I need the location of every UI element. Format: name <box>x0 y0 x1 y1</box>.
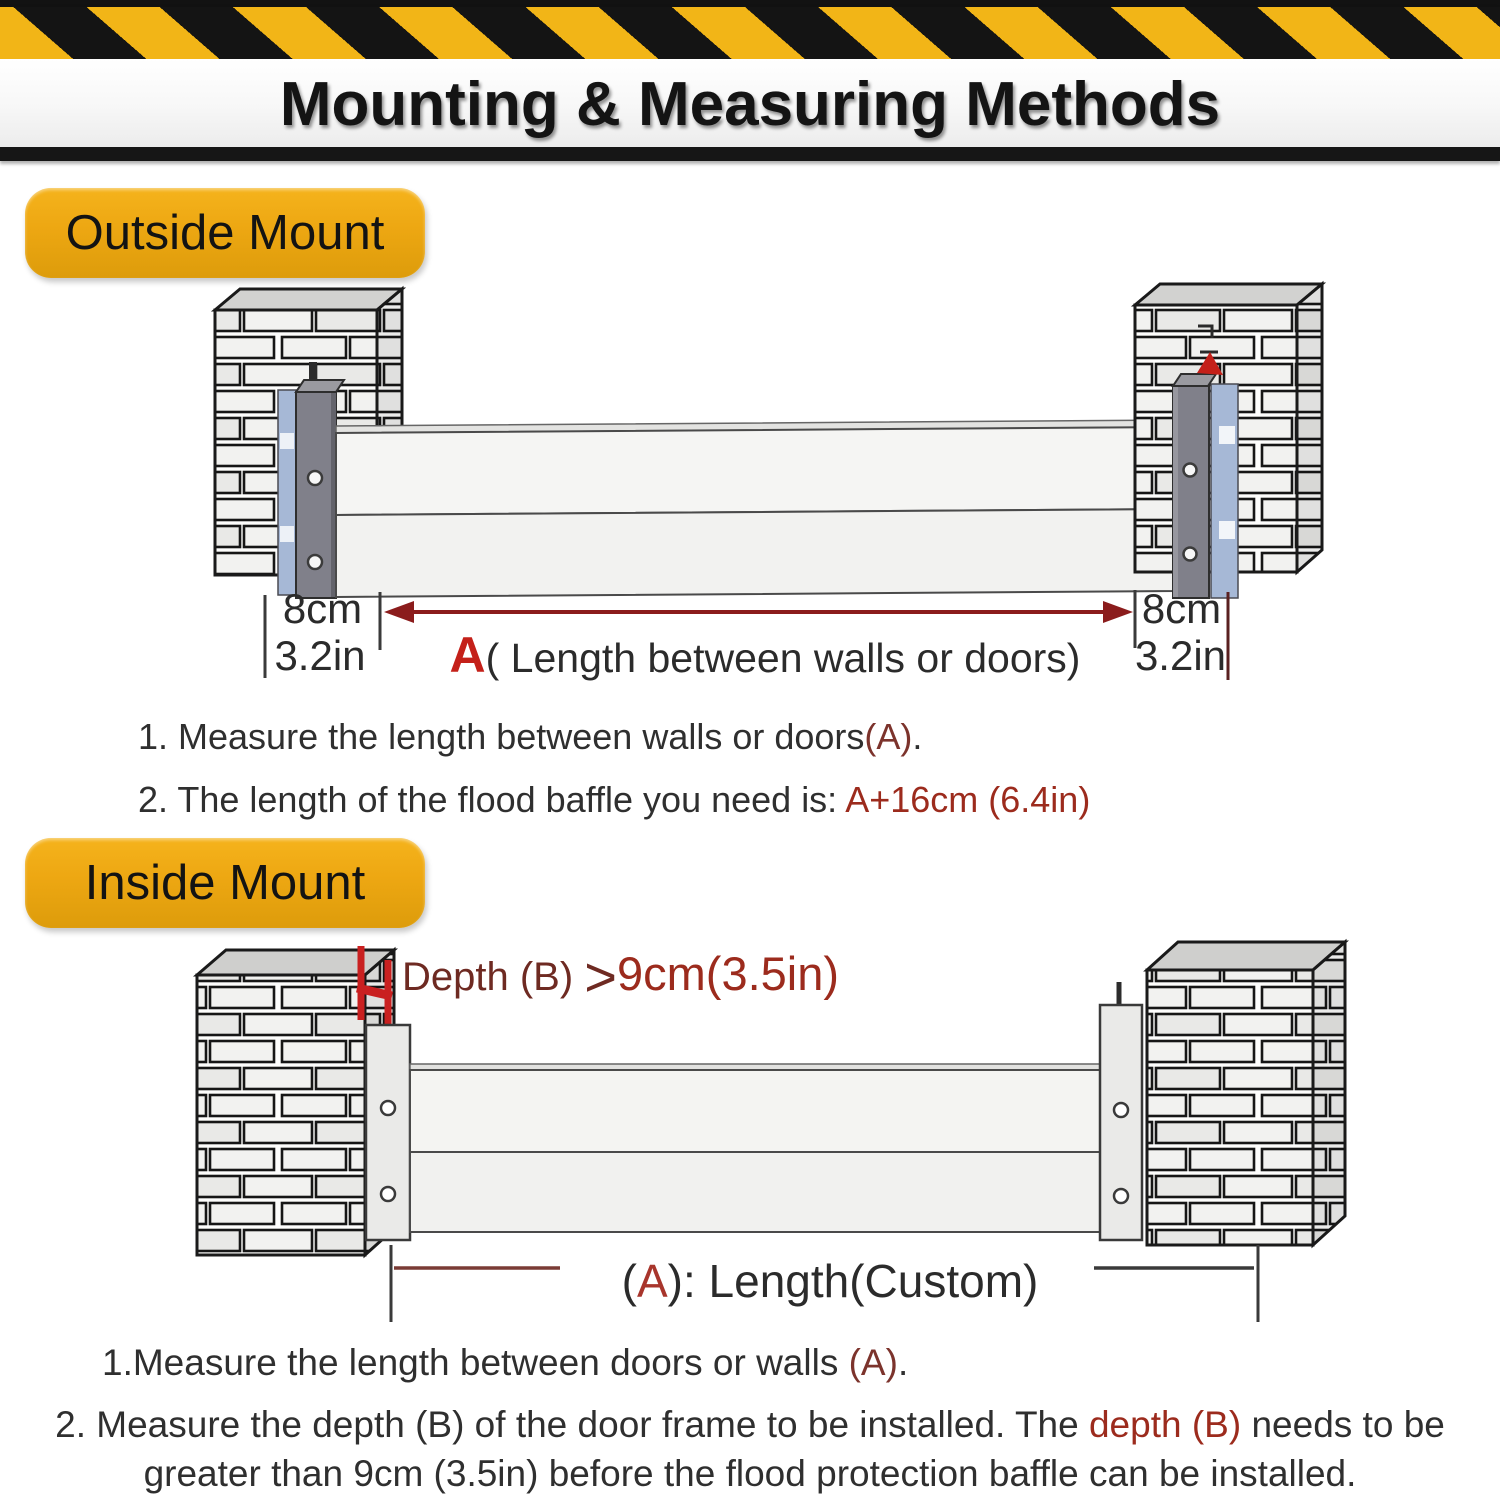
depth-b-label: Depth (B) >9cm(3.5in) <box>402 945 840 1008</box>
seal-strip <box>1211 384 1238 598</box>
left-offset-cm: 8cm <box>282 585 363 632</box>
right-offset-cm: 8cm <box>1141 585 1222 632</box>
span-a-variable: A <box>449 627 486 683</box>
inside-mount-badge <box>25 838 425 928</box>
screw-hole <box>308 555 322 569</box>
inside-step-1: 1.Measure the length between doors or walls (A). <box>102 1342 909 1383</box>
right-mounting-bracket <box>1173 352 1238 598</box>
flood-baffle <box>336 420 1174 597</box>
left-mounting-bracket <box>366 1025 410 1240</box>
length-variable: A <box>636 1255 668 1307</box>
length-custom-label: (A): Length(Custom) <box>621 1255 1039 1307</box>
seal-strip <box>278 390 296 595</box>
outside-mount-badge <box>25 188 425 278</box>
screw-hole <box>1114 1103 1128 1117</box>
inside-mount-badge-label: Inside Mount <box>84 856 366 910</box>
page-title: Mounting & Measuring Methods <box>279 70 1221 139</box>
caution-tape-stripes <box>0 7 1500 59</box>
outside-step-1: 1. Measure the length between walls or doors(A). <box>138 716 923 757</box>
outside-step-2: 2. The length of the flood baffle you need is: A+16cm (6.4in) <box>138 779 1091 820</box>
span-a-label <box>375 626 1155 684</box>
screw-hole <box>308 471 322 485</box>
right-offset-in: 3.2in <box>1134 632 1227 679</box>
greater-than-symbol: > <box>584 945 617 1008</box>
right-mounting-bracket <box>1100 982 1142 1240</box>
inside-step-2: 2. Measure the depth (B) of the door frame to be installed. The depth (B) needs to be greater than 9cm (3.5in) before the flood protection baffle can be installed. <box>55 1404 1445 1494</box>
screw-hole <box>1184 548 1197 561</box>
right-brick-pillar <box>1147 942 1345 1245</box>
inside-mount-diagram <box>0 930 1500 1330</box>
outside-mount-drawing <box>0 280 1500 680</box>
screw-hole <box>1114 1189 1128 1203</box>
outside-mount-steps <box>0 716 1500 842</box>
flood-baffle <box>410 1064 1102 1232</box>
screw-hole <box>381 1187 395 1201</box>
screw-hole <box>1184 464 1197 477</box>
outside-mount-badge-label: Outside Mount <box>65 206 385 260</box>
header-divider-bar <box>0 147 1500 161</box>
outside-mount-diagram <box>0 280 1500 683</box>
left-mounting-bracket <box>278 362 344 598</box>
screw-hole <box>381 1101 395 1115</box>
left-offset-in: 3.2in <box>274 632 366 679</box>
span-a-description: ( Length between walls or doors) <box>485 635 1081 681</box>
